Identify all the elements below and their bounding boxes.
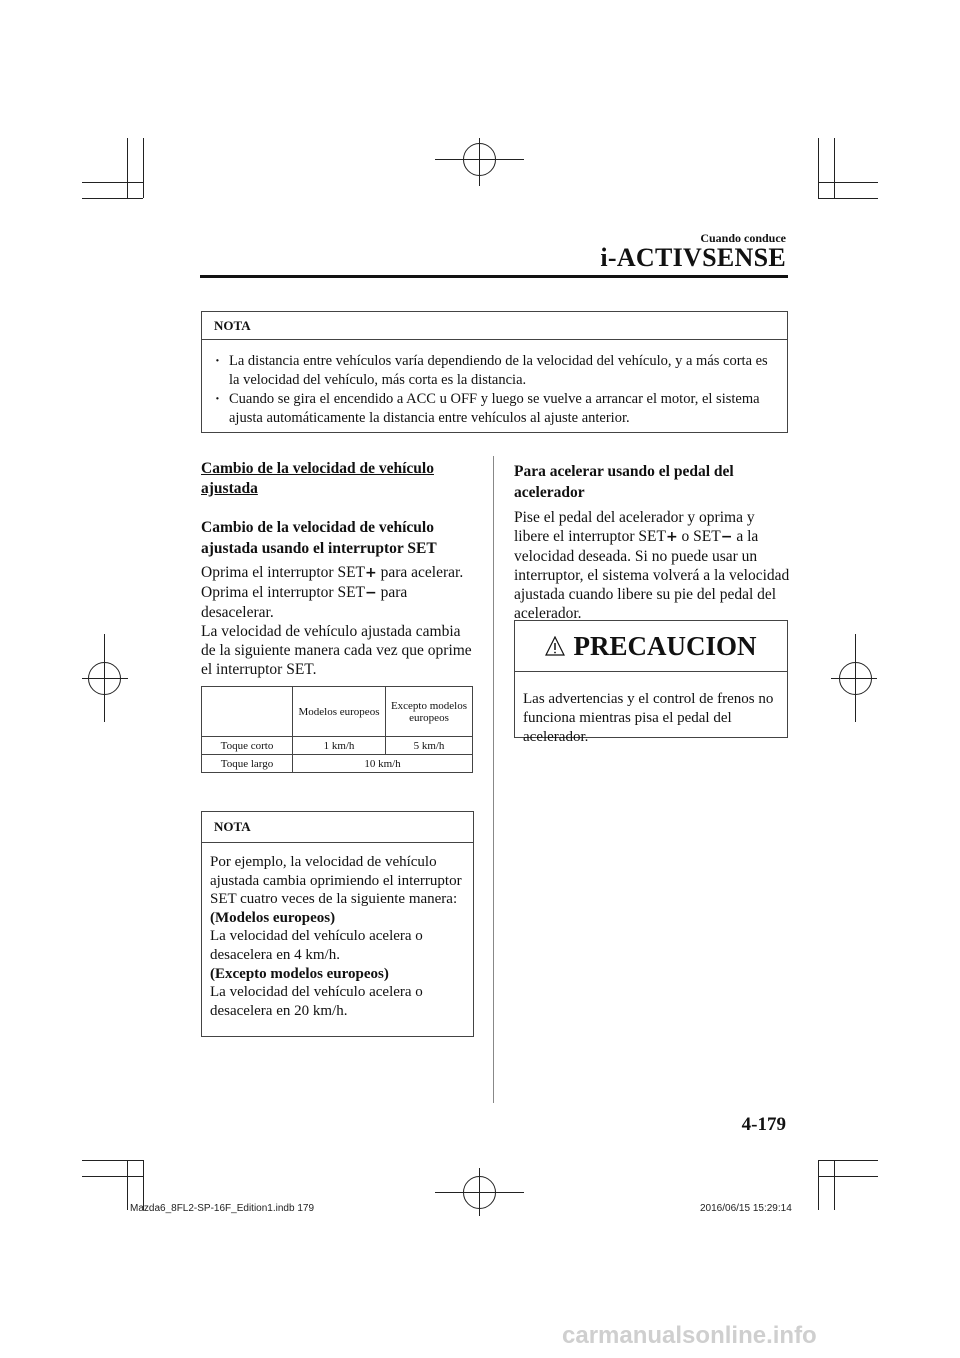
note-body: Por ejemplo, la velocidad de vehículo ajustada cambia oprimiendo el interruptor SET cuatro veces de la siguiente manera: (Modelos europeos) La velocidad del vehículo acelera o desacelera en 4 km/h. (Excepto modelos europeos) La velocidad del vehículo acelera o desacelera en 20 km/h. xyxy=(210,854,462,1019)
speed-table xyxy=(201,686,473,773)
chapter-title: i-ACTIVSENSE xyxy=(600,243,786,272)
minus-icon: − xyxy=(720,529,733,545)
watermark: carmanualsonline.info xyxy=(562,1322,817,1349)
note-label: NOTA xyxy=(202,812,473,843)
column-divider xyxy=(493,456,494,1103)
warning-box xyxy=(514,620,788,745)
page-number: 4-179 xyxy=(741,1114,786,1135)
note-item: · La distancia entre vehículos varía dependiendo de la velocidad del vehículo, y a más corta es la velocidad del vehículo, más corta es la distancia. xyxy=(214,352,771,390)
plus-icon: + xyxy=(365,565,377,581)
right-paragraph: Pise el pedal del acelerador y oprima y libere el interruptor SET+ o SET− a la velocidad deseada. Si no puede usar un interruptor, el sistema volverá a la velocidad ajustada cuando libere su pie del pedal del acelerador. xyxy=(514,509,790,622)
section-label: Cuando conduce xyxy=(700,231,786,245)
minus-icon: − xyxy=(365,585,377,601)
instruction-paragraph: Oprima el interruptor SET+ para acelerar. Oprima el interruptor SET− para desacelerar. La velocidad de vehículo ajustada cambia de la siguiente manera cada vez que oprime el interruptor SET. xyxy=(201,564,472,678)
subheading: Cambio de la velocidad de vehículo ajustada usando el interruptor SET xyxy=(201,519,437,557)
table-header-other: Excepto modelos europeos xyxy=(386,687,473,737)
warning-triangle-icon xyxy=(545,636,565,656)
note-item: · Cuando se gira el encendido a ACC u OFF y luego se vuelve a arrancar el motor, el sistema ajusta automáticamente la distancia entre vehículos al ajuste anterior. xyxy=(214,390,771,428)
right-heading: Para acelerar usando el pedal del acelerador xyxy=(514,463,734,501)
note-list xyxy=(202,340,787,428)
footer-file: Mazda6_8FL2-SP-16F_Edition1.indb 179 xyxy=(130,1203,315,1214)
table-row: Toque corto 1 km/h 5 km/h xyxy=(202,737,473,755)
warning-title: PRECAUCION xyxy=(515,621,787,672)
header-rule xyxy=(200,275,788,278)
table-header-eu: Modelos europeos xyxy=(293,687,386,737)
note-label: NOTA xyxy=(202,312,787,340)
table-row: Toque largo 10 km/h xyxy=(202,755,473,773)
warning-text: Las advertencias y el control de frenos no funciona mientras pisa el pedal del acelerador. xyxy=(523,691,774,745)
note-box-left xyxy=(201,811,474,1037)
plus-icon: + xyxy=(665,529,678,545)
section-heading: Cambio de la velocidad de vehículo ajustada xyxy=(201,460,434,497)
note-box-top xyxy=(201,311,788,433)
footer-timestamp: 2016/06/15 15:29:14 xyxy=(700,1203,792,1214)
